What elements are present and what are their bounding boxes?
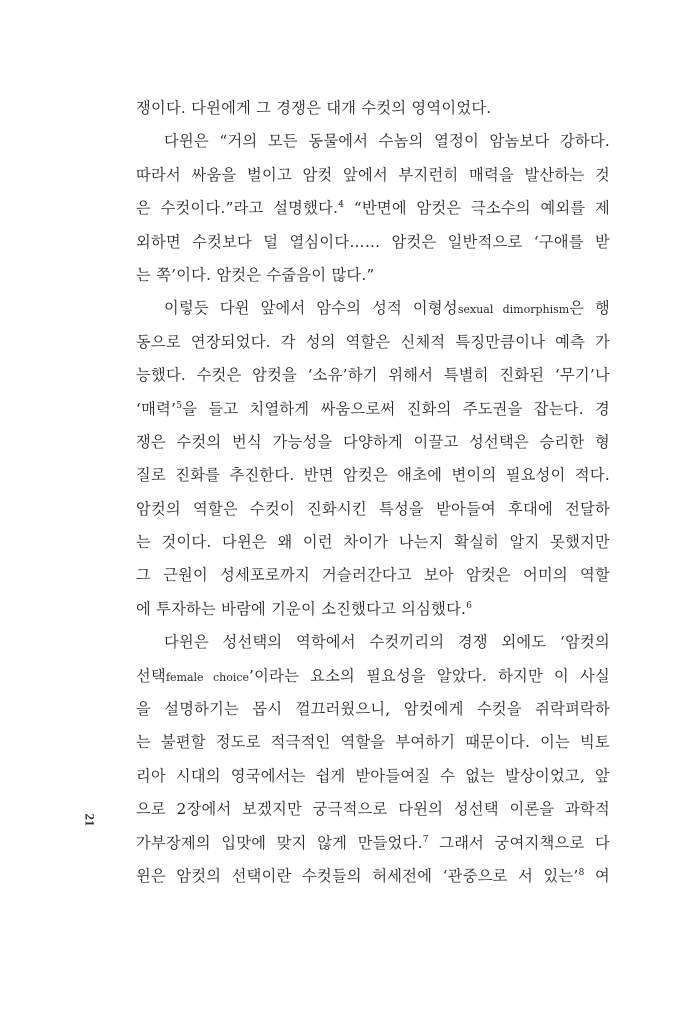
english-gloss: female choice	[165, 670, 250, 684]
text-line	[136, 259, 610, 292]
text-line	[136, 426, 610, 459]
text-line	[136, 827, 610, 860]
text-line	[136, 726, 610, 759]
line-text: 는 것이다. 다윈은 왜 이런 차이가 나는지 확실히 알지 못했지만	[136, 533, 610, 552]
line-text: 따라서 싸움을 벌이고 암컷 앞에서 부지런히 매력을 발산하는 것	[136, 165, 610, 184]
text-line	[136, 593, 610, 626]
line-text: 리아 시대의 영국에서는 쉽게 받아들여질 수 없는 발상이었고, 앞	[136, 766, 610, 785]
line-text: 암컷의 역할은 수컷이 진화시킨 특성을 받아들여 후대에 전달하	[136, 499, 610, 518]
text-line	[136, 326, 610, 359]
footnote-marker[interactable]: 7	[422, 834, 429, 845]
text-line	[136, 559, 610, 592]
body-text	[136, 92, 610, 893]
text-line	[136, 393, 610, 426]
english-gloss: sexual dimorphism	[457, 303, 570, 317]
line-text: 가부장제의 입맛에 맞지 않게 만들었다.	[136, 833, 423, 852]
line-text: 다윈은 성선택의 역학에서 수컷끼리의 경쟁 외에도 ‘암컷의	[164, 633, 610, 652]
footnote-marker[interactable]: 5	[176, 400, 183, 411]
text-line	[136, 92, 610, 125]
line-text-continued: 그래서 궁여지책으로 다	[428, 833, 610, 852]
footnote-marker[interactable]: 8	[578, 867, 585, 878]
text-line	[136, 860, 610, 893]
line-text: 동으로 연장되었다. 각 성의 역할은 신체적 특징만큼이나 예측 가	[136, 332, 610, 351]
text-line	[136, 793, 610, 826]
text-line	[136, 526, 610, 559]
line-text-continued: 은 행	[569, 299, 610, 318]
line-text: 으로 2장에서 보겠지만 궁극적으로 다윈의 성선택 이론을 과학적	[136, 800, 610, 819]
line-text: 는 쪽’이다. 암컷은 수줍음이 많다.”	[136, 265, 375, 284]
line-text: 쟁이다. 다윈에게 그 경쟁은 대개 수컷의 영역이었다.	[136, 99, 492, 117]
text-line	[136, 159, 610, 192]
line-text-continued: 을 들고 치열하게 싸움으로써 진화의 주도권을 잡는다. 경	[182, 399, 610, 418]
page-number: 21	[82, 813, 98, 827]
text-line	[136, 626, 610, 659]
line-text-continued: ’이라는 요소의 필요성을 알았다. 하지만 이 사실	[249, 666, 610, 685]
line-text: ‘매력’	[136, 399, 177, 418]
line-text: 능했다. 수컷은 암컷을 ‘소유’하기 위해서 특별히 진화된 ‘무기’나	[136, 366, 610, 385]
text-line	[136, 226, 610, 259]
line-text-continued: 여	[584, 866, 610, 885]
text-line	[136, 760, 610, 793]
line-text: 을 설명하기는 몹시 껄끄러웠으니, 암컷에게 수컷을 쥐락펴락하	[136, 700, 610, 719]
line-text: 은 수컷이다.”라고 설명했다.	[136, 199, 339, 218]
text-line	[136, 125, 610, 158]
footnote-marker[interactable]: 4	[338, 200, 345, 211]
line-text: 다윈은 “거의 모든 동물에서 수놈의 열정이 암놈보다 강하다.	[164, 132, 610, 151]
line-text: 질로 진화를 추진한다. 반면 암컷은 애초에 변이의 필요성이 적다.	[136, 466, 610, 485]
line-text: 윈은 암컷의 선택이란 수컷들의 허세전에 ‘관중으로 서 있는’	[136, 866, 579, 885]
text-line	[136, 359, 610, 392]
line-text: 그 근원이 성세포로까지 거슬러간다고 보아 암컷은 어미의 역할	[136, 566, 610, 585]
footnote-marker[interactable]: 6	[466, 600, 473, 611]
text-line	[136, 459, 610, 492]
text-line	[136, 192, 610, 225]
line-text: 쟁은 수컷의 번식 가능성을 다양하게 이끌고 성선택은 승리한 형	[136, 432, 610, 451]
line-text: 이렇듯 다윈 앞에서 암수의 성적 이형성	[164, 299, 458, 318]
line-text: 선택	[136, 666, 166, 685]
line-text: 에 투자하는 바람에 기운이 소진했다고 의심했다.	[136, 599, 467, 618]
text-line	[136, 292, 610, 325]
text-line	[136, 693, 610, 726]
text-line	[136, 493, 610, 526]
line-text: 외하면 수컷보다 덜 열심이다…… 암컷은 일반적으로 ‘구애를 받	[136, 232, 610, 251]
line-text: 는 불편할 정도로 적극적인 역할을 부여하기 때문이다. 이는 빅토	[136, 733, 610, 752]
line-text-continued: “반면에 암컷은 극소수의 예외를 제	[344, 199, 610, 218]
text-line	[136, 660, 610, 693]
